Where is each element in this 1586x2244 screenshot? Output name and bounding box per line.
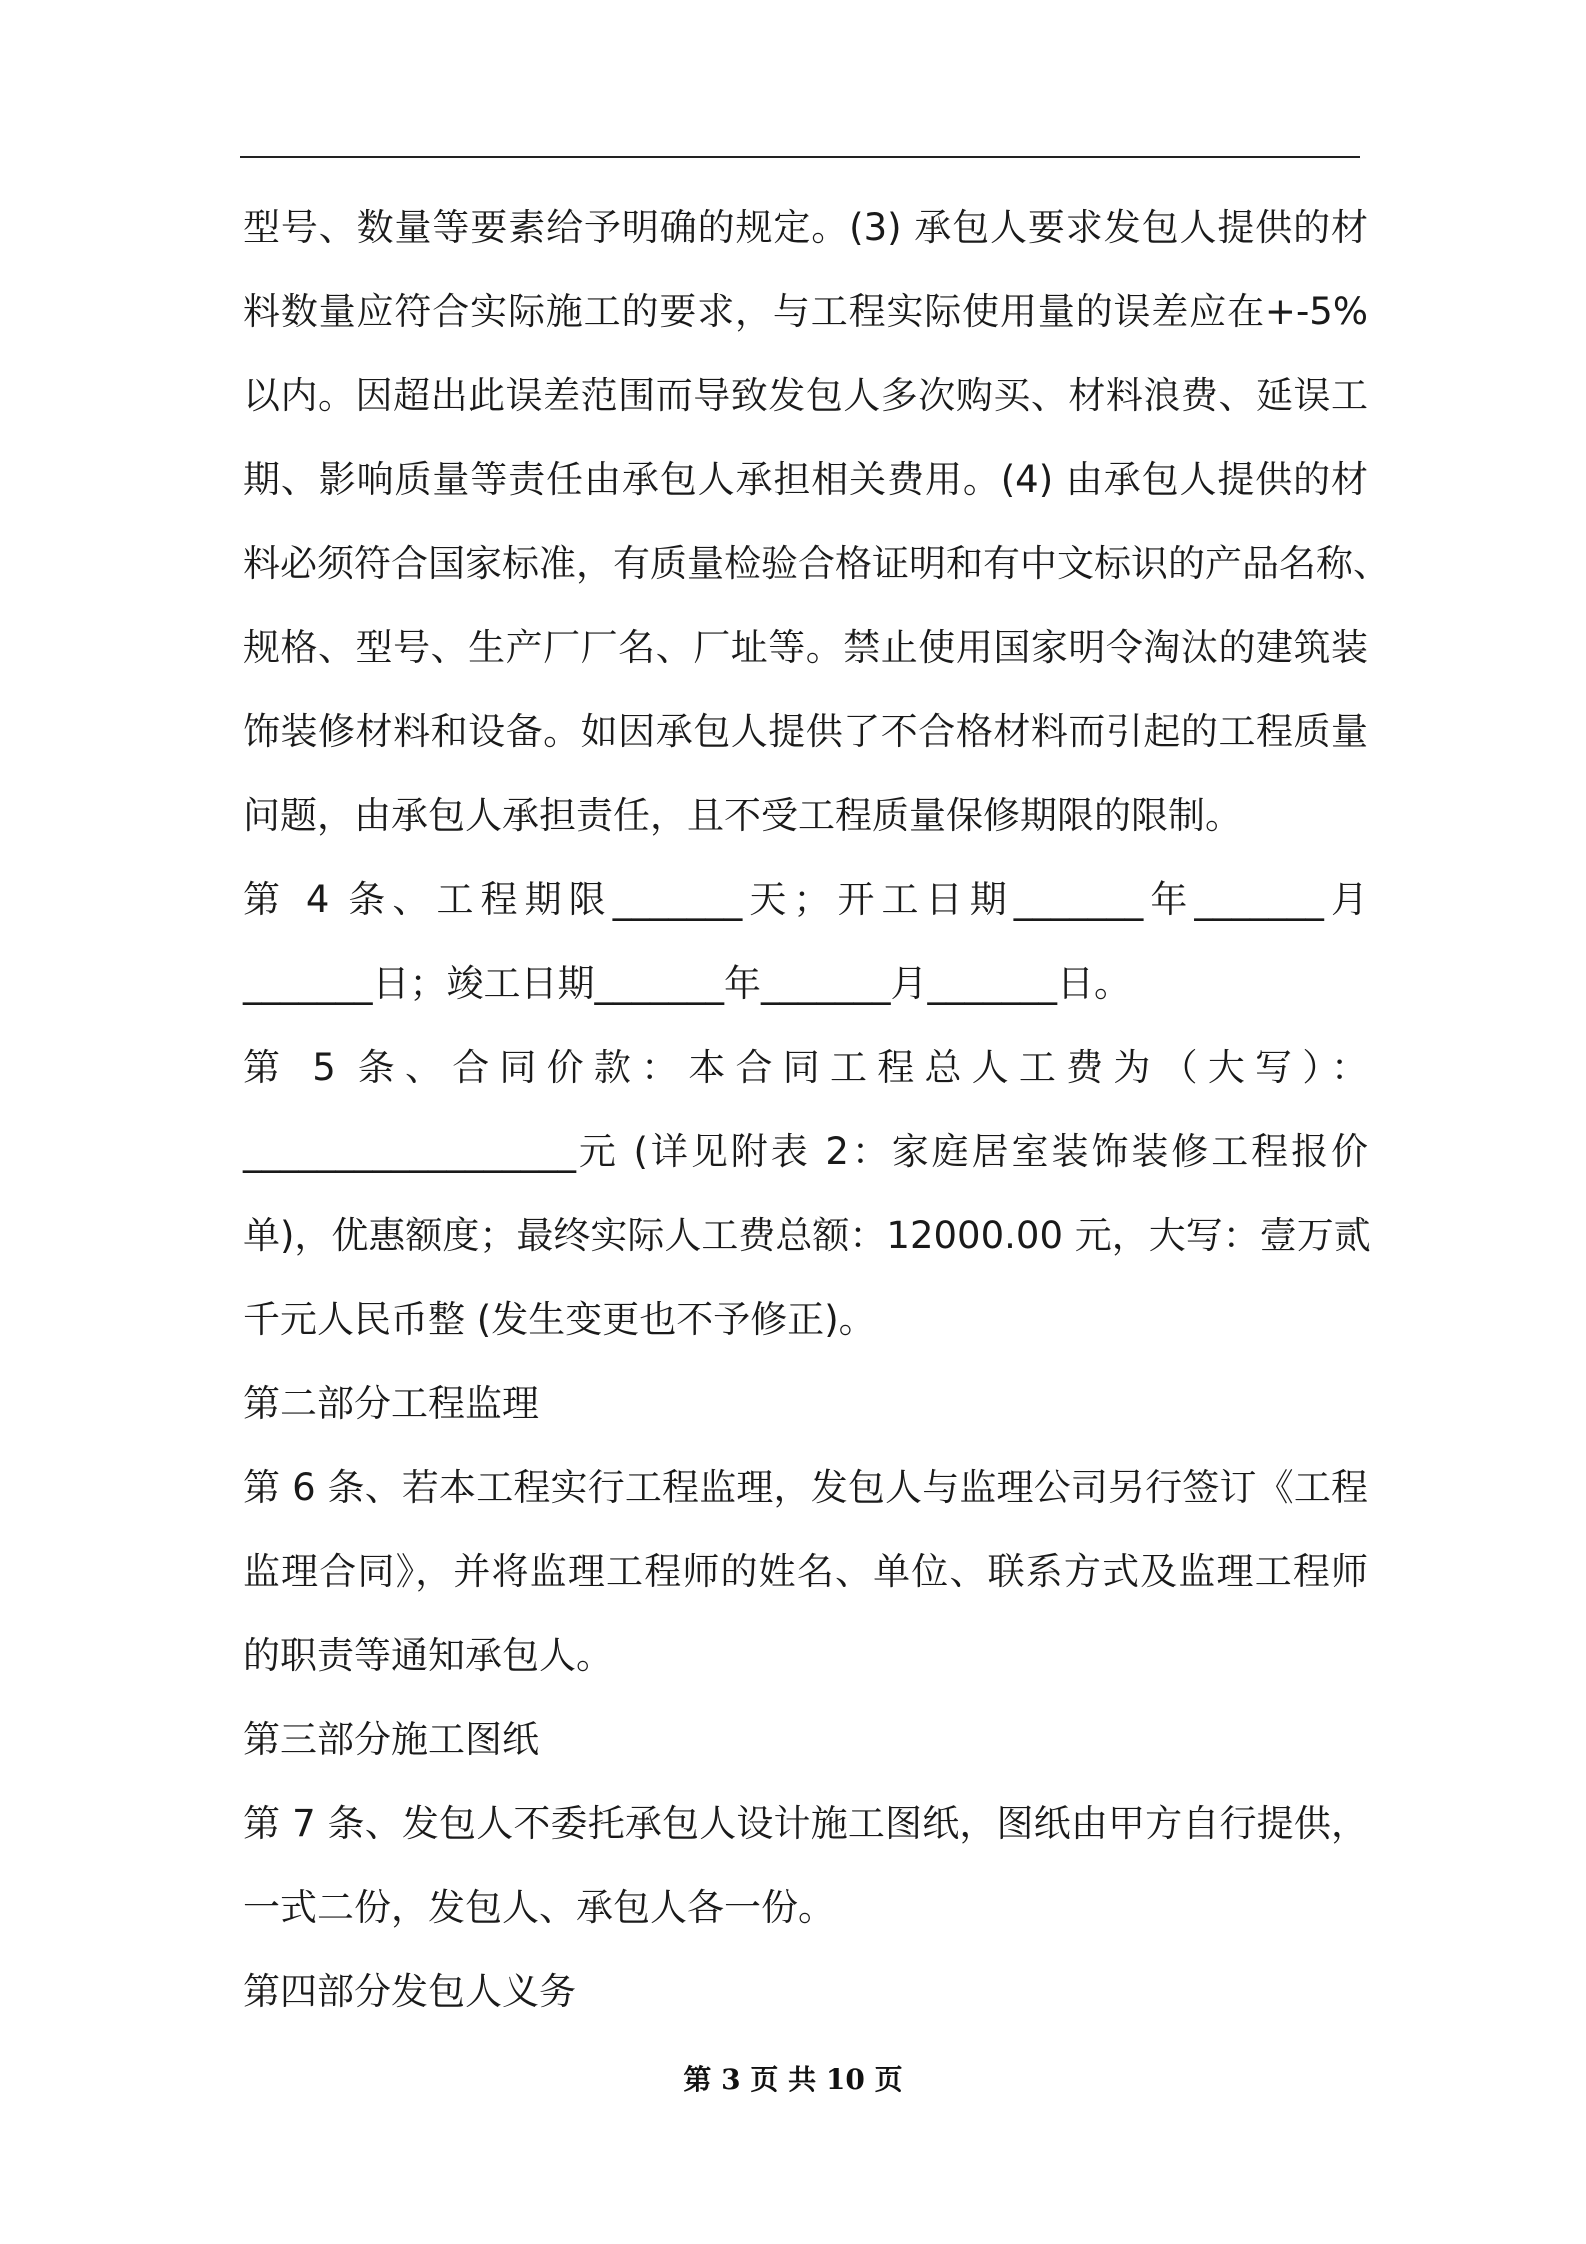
- article-4-line-1: 第 4 条、工程期限_______天；开工日期_______年_______月: [243, 878, 1368, 921]
- article-4-line-2: _______日；竣工日期_______年_______月_______日。: [243, 962, 1131, 1005]
- article-7-line-2: 一式二份，发包人、承包人各一份。: [243, 1886, 835, 1929]
- document-body: [243, 186, 1390, 2034]
- article-5-line-2: __________________元 (详见附表 2：家庭居室装饰装修工程报价: [243, 1130, 1368, 1173]
- article-5-line-3: 单)，优惠额度；最终实际人工费总额：12000.00 元，大写：壹万贰: [243, 1214, 1371, 1257]
- text-line-8: 问题，由承包人承担责任，且不受工程质量保修期限的限制。: [243, 794, 1242, 837]
- article-7-line-1: 第 7 条、发包人不委托承包人设计施工图纸，图纸由甲方自行提供，: [243, 1802, 1368, 1845]
- header-rule: [240, 156, 1360, 158]
- text-line-6: 规格、型号、生产厂厂名、厂址等。禁止使用国家明令淘汰的建筑装: [243, 626, 1368, 669]
- text-line-5: 料必须符合国家标准，有质量检验合格证明和有中文标识的产品名称、: [243, 542, 1390, 585]
- article-6-line-3: 的职责等通知承包人。: [243, 1634, 613, 1677]
- article-5-line-1: 第 5 条、合同价款：本合同工程总人工费为（大写）：: [243, 1046, 1368, 1089]
- text-line-1: 型号、数量等要素给予明确的规定。(3) 承包人要求发包人提供的材: [243, 206, 1368, 249]
- article-5-line-4: 千元人民币整 (发生变更也不予修正)。: [243, 1298, 876, 1341]
- text-line-2: 料数量应符合实际施工的要求，与工程实际使用量的误差应在+-5%: [243, 290, 1368, 333]
- text-line-4: 期、影响质量等责任由承包人承担相关费用。(4) 由承包人提供的材: [243, 458, 1368, 501]
- section-heading-part-3: 第三部分施工图纸: [243, 1718, 539, 1761]
- text-line-7: 饰装修材料和设备。如因承包人提供了不合格材料而引起的工程质量: [243, 710, 1368, 753]
- section-heading-part-2: 第二部分工程监理: [243, 1382, 539, 1425]
- page-number: 第 3 页 共 10 页: [683, 2063, 903, 2096]
- article-6-line-1: 第 6 条、若本工程实行工程监理，发包人与监理公司另行签订《工程: [243, 1466, 1368, 1509]
- text-line-3: 以内。因超出此误差范围而导致发包人多次购买、材料浪费、延误工: [243, 374, 1368, 417]
- section-heading-part-4: 第四部分发包人义务: [243, 1970, 576, 2013]
- article-6-line-2: 监理合同》，并将监理工程师的姓名、单位、联系方式及监理工程师: [243, 1550, 1368, 1593]
